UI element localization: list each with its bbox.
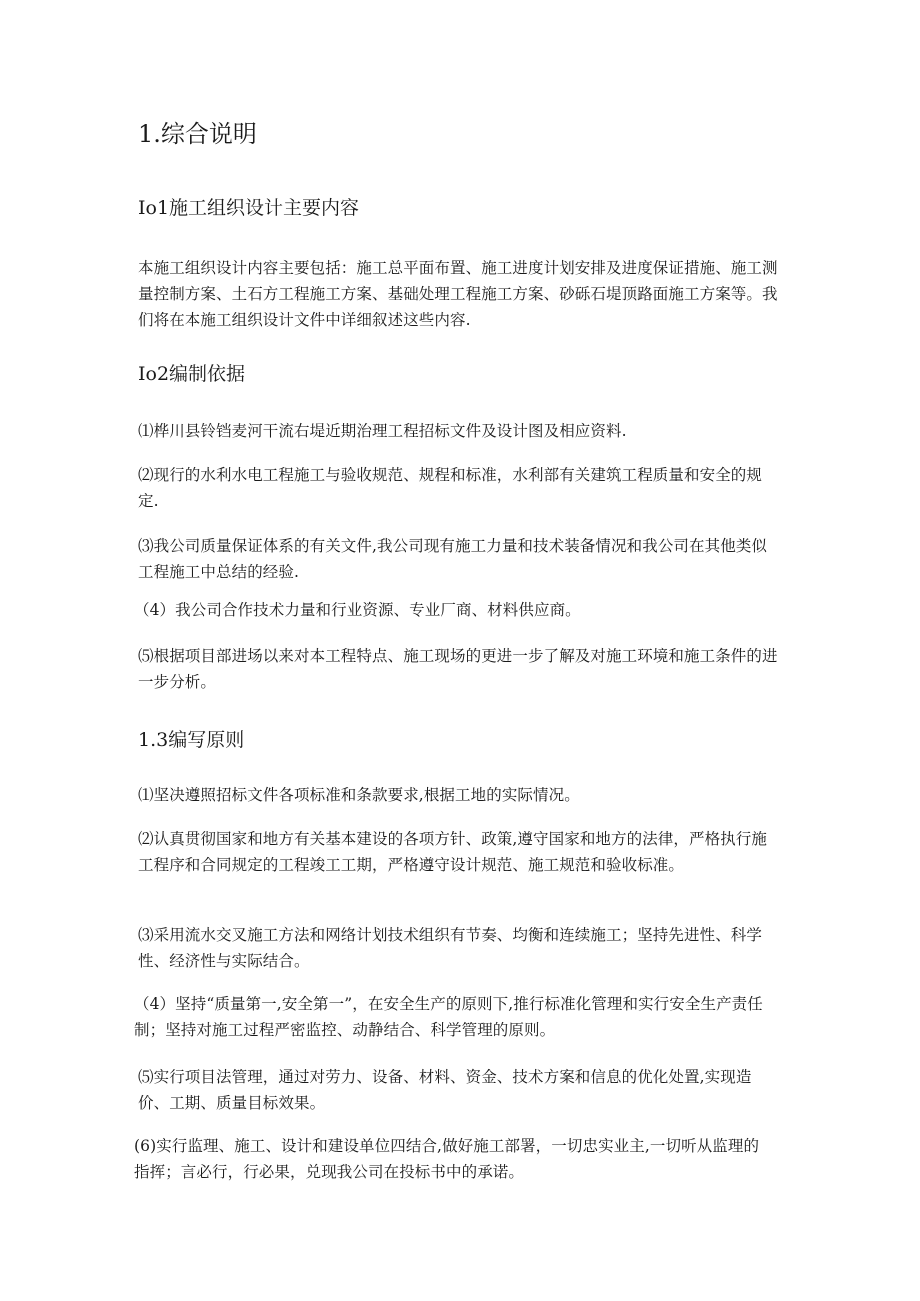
section-heading-2: Io2编制依据: [138, 363, 246, 385]
paragraph: ⑴坚决遵照招标文件各项标准和条款要求,根据工地的实际情况。: [138, 786, 580, 804]
paragraph: ⑵现行的水利水电工程施工与验收规范、规程和标准，水利部有关建筑工程质量和安全的规定.: [138, 466, 763, 510]
paragraph: 本施工组织设计内容主要包括：施工总平面布置、施工进度计划安排及进度保证措施、施工测量控制方案、土石方工程施工方案、基础处理工程施工方案、砂砾石堤顶路面施工方案等。我们将在本施工组织设计文件中详细叙述这些内容.: [138, 259, 778, 329]
paragraph: ⑸根据项目部进场以来对本工程特点、施工现场的更进一步了解及对施工环境和施工条件的进一步分析。: [138, 647, 778, 691]
section-heading-3: 1.3编写原则: [138, 729, 245, 751]
section-heading-1: Io1施工组织设计主要内容: [138, 197, 360, 219]
paragraph: （4）坚持“质量第一,安全第一”，在安全生产的原则下,推行标准化管理和实行安全生产责任制；坚持对施工过程严密监控、动静结合、科学管理的原则。: [134, 995, 763, 1039]
paragraph: ⑸实行项目法管理，通过对劳力、设备、材料、资金、技术方案和信息的优化处置,实现造价、工期、质量目标效果。: [138, 1068, 752, 1112]
document-title: 1.综合说明: [138, 120, 257, 148]
paragraph: (6)实行监理、施工、设计和建设单位四结合,做好施工部署，一切忠实业主,一切听从监理的指挥；言必行，行必果，兑现我公司在投标书中的承诺。: [134, 1137, 760, 1181]
paragraph: ⑵认真贯彻国家和地方有关基本建设的各项方针、政策,遵守国家和地方的法律，严格执行施工程序和合同规定的工程竣工工期，严格遵守设计规范、施工规范和验收标准。: [138, 830, 768, 874]
paragraph: ⑶采用流水交叉施工方法和网络计划技术组织有节奏、均衡和连续施工；坚持先进性、科学性、经济性与实际结合。: [138, 926, 763, 970]
paragraph: ⑴桦川县铃铛麦河干流右堤近期治理工程招标文件及设计图及相应资料.: [138, 422, 627, 440]
paragraph: ⑶我公司质量保证体系的有关文件,我公司现有施工力量和技术装备情况和我公司在其他类似工程施工中总结的经验.: [138, 537, 768, 581]
paragraph: （4）我公司合作技术力量和行业资源、专业厂商、材料供应商。: [134, 601, 581, 619]
